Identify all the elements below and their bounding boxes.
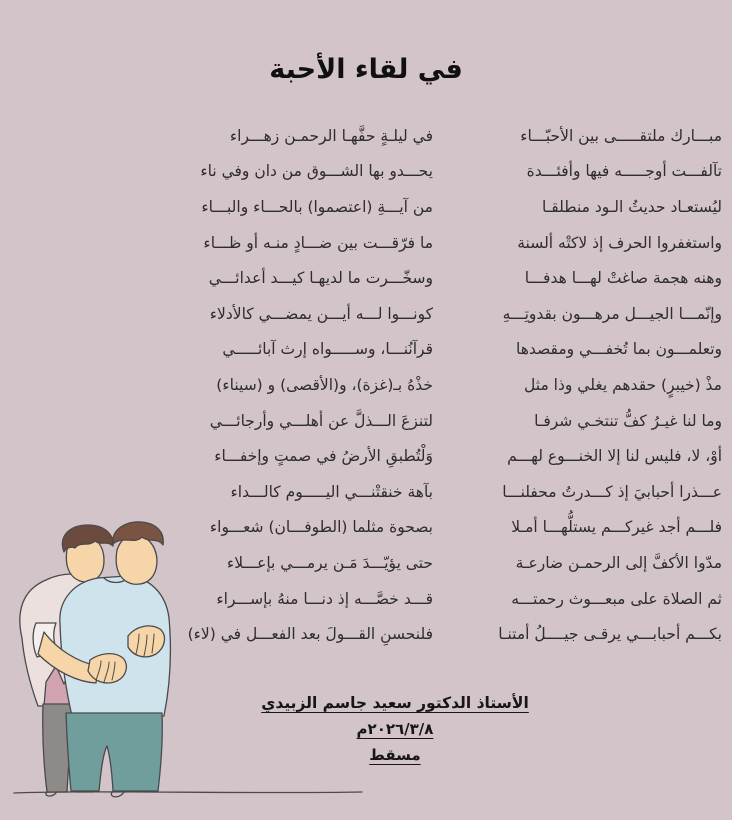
hemistich-first: وما لنا غيـرُ كفُّ تنتخـي شرفـا: [534, 411, 722, 430]
hemistich-second: من آيـــةِ (اعتصموا) بالحـــاء والبـــاء: [201, 197, 433, 216]
poem-title: في لقاء الأحبة: [269, 54, 463, 86]
hemistich-first: وهنه هجمة صاغتْ لهـــا هدفـــا: [524, 269, 722, 288]
verse-row: [160, 260, 722, 296]
hemistich-second: لتنزعَ الـــذلَّ عن أهلـــي وأرجائـــي: [209, 411, 433, 430]
signature-place: مسقط: [369, 746, 421, 764]
hemistich-first: ثم الصلاة على مبعـــوث رحمتـــه: [511, 589, 722, 608]
hemistich-first: مدّوا الأكفَّ إلى الرحمـن ضارعـة: [515, 553, 722, 572]
verse-row: [160, 118, 722, 154]
verse-row: [160, 474, 722, 510]
hemistich-second: خذْهُ بـ(غزة)، و(الأقصى) و (سيناء): [216, 375, 433, 394]
hemistich-second: قرآنُنـــا، وســـــواه إرث آبائـــــي: [222, 340, 433, 359]
author-name: الأستاذ الدكتور سعيد جاسم الزبيدي: [261, 694, 529, 712]
hemistich-second: يحـــدو بها الشـــوق من دان وفي ناء: [200, 162, 433, 181]
hemistich-first: تآلفـــت أوجـــــه فيها وأفئـــدة: [526, 162, 722, 181]
hemistich-first: فلـــم أجد غيركـــم يستلُّهـــا أمـلا: [511, 518, 722, 537]
hemistich-second: بصحوة مثلما (الطوفـــان) شعـــواء: [209, 518, 433, 537]
hemistich-first: واستغفروا الحرف إذ لاكتْه ألسنة: [517, 233, 722, 252]
verse-row: [160, 403, 722, 439]
hemistich-second: كونـــوا لـــه أيـــن يمضـــي كالأدلاء: [209, 304, 433, 323]
hemistich-second: بآهة خنقتْنـــي اليـــــوم كالـــداء: [230, 482, 433, 501]
hemistich-second: في ليلـةٍ حفَّهـا الرحمـن زهـــراء: [229, 126, 433, 145]
verse-row: [160, 367, 722, 403]
hemistich-first: وتعلمـــون بما تُخفـــي ومقصدها: [516, 340, 722, 359]
hemistich-first: وإنّمـــا الجيـــل مرهـــون بقدوتِـــهِ: [502, 304, 722, 323]
verse-row: [160, 332, 722, 368]
hemistich-second: فلنحسنِ القـــولَ بعد الفعـــل في (لاء): [187, 625, 433, 644]
hemistich-first: ليُستعـاد حديثُ الـود منطلقـا: [542, 197, 722, 216]
hemistich-first: عـــذرا أحبابيَ إذ كـــدرتُ محفلنـــا: [502, 482, 722, 501]
hemistich-second: حتى يؤيّـــدَ مَـن يرمـــي بإعـــلاء: [226, 553, 433, 572]
hemistich-first: مبـــارك ملتقـــــى بين الأحبّـــاء: [520, 126, 722, 145]
hemistich-first: أوْ، لا، فليس لنا إلا الخنـــوع لهـــم: [507, 447, 722, 466]
hemistich-first: مذْ (خيبرٍ) حقدهم يغلي وذا مثل: [524, 375, 722, 394]
signature-date: ٢٠٢٦/٣/٨م: [356, 720, 434, 738]
hemistich-second: وَلْتُطبقِ الأرضُ في صمتٍ وإخفـــاء: [214, 447, 433, 466]
verse-row: [160, 225, 722, 261]
verse-row: [160, 296, 722, 332]
hug-illustration: [0, 520, 372, 820]
hemistich-first: بكـــم أحبابـــي يرقـى جيــــلُ أمتنـا: [498, 625, 722, 644]
hemistich-second: وسخّـــرت ما لديهـا كيـــد أعدائـــي: [208, 269, 433, 288]
hemistich-second: قـــد خصَّـــه إذ دنـــا منهُ بإســـراء: [216, 589, 433, 608]
verse-row: [160, 189, 722, 225]
hemistich-second: ما فرّقـــت بين ضـــادٍ منـه أو ظـــاء: [203, 233, 433, 252]
verse-row: [160, 438, 722, 474]
ground-line: [14, 791, 362, 797]
verse-row: [160, 154, 722, 190]
